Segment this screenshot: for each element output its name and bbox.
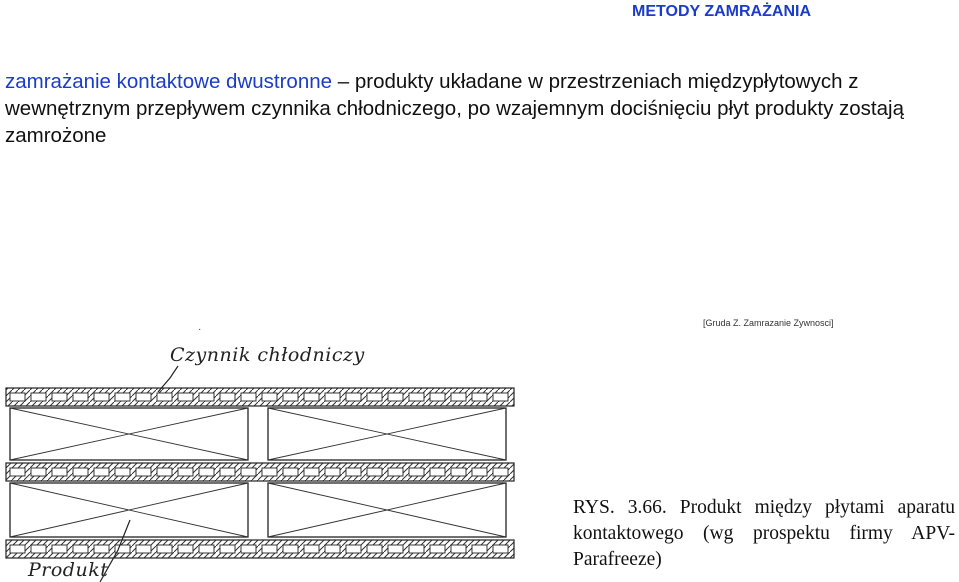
refrigerant-channel bbox=[472, 468, 487, 476]
refrigerant-channel bbox=[178, 468, 193, 476]
refrigerant-channel bbox=[325, 393, 340, 401]
refrigerant-channel bbox=[472, 545, 487, 553]
product-box bbox=[10, 408, 248, 460]
refrigerant-channel bbox=[94, 468, 109, 476]
refrigerant-channel bbox=[115, 393, 130, 401]
body-lead-term: zamrażanie kontaktowe dwustronne bbox=[5, 70, 333, 93]
refrigerant-channel bbox=[31, 545, 46, 553]
refrigerant-channel bbox=[73, 545, 88, 553]
refrigerant-channel bbox=[94, 545, 109, 553]
refrigerant-channel bbox=[199, 393, 214, 401]
refrigerant-channel bbox=[283, 545, 298, 553]
refrigerant-channel bbox=[430, 468, 445, 476]
product-box bbox=[10, 483, 248, 537]
product-box bbox=[268, 408, 506, 460]
refrigerant-channel bbox=[367, 468, 382, 476]
refrigerant-channel bbox=[493, 545, 508, 553]
refrigerant-channel bbox=[10, 468, 25, 476]
refrigerant-channel bbox=[241, 545, 256, 553]
refrigerant-channel bbox=[388, 545, 403, 553]
refrigerant-channel bbox=[220, 468, 235, 476]
cooling-plate bbox=[6, 463, 514, 481]
product-box bbox=[268, 483, 506, 537]
refrigerant-channel bbox=[493, 393, 508, 401]
refrigerant-channel bbox=[304, 468, 319, 476]
refrigerant-channel bbox=[409, 468, 424, 476]
refrigerant-label: Czynnik chłodniczy bbox=[170, 344, 365, 366]
refrigerant-channel bbox=[31, 468, 46, 476]
refrigerant-channel bbox=[346, 468, 361, 476]
refrigerant-channel bbox=[430, 393, 445, 401]
refrigerant-channel bbox=[157, 393, 172, 401]
refrigerant-channel bbox=[10, 393, 25, 401]
product-label: Produkt bbox=[28, 559, 109, 581]
refrigerant-channel bbox=[262, 468, 277, 476]
refrigerant-channel bbox=[388, 393, 403, 401]
refrigerant-channel bbox=[283, 468, 298, 476]
refrigerant-channel bbox=[136, 545, 151, 553]
cooling-plate bbox=[6, 388, 514, 406]
refrigerant-channel bbox=[367, 393, 382, 401]
refrigerant-channel bbox=[31, 393, 46, 401]
refrigerant-channel bbox=[157, 468, 172, 476]
refrigerant-channel bbox=[136, 393, 151, 401]
refrigerant-channel bbox=[472, 393, 487, 401]
refrigerant-channel bbox=[346, 545, 361, 553]
contact-plates-drawing bbox=[0, 300, 530, 582]
refrigerant-channel bbox=[199, 468, 214, 476]
refrigerant-channel bbox=[451, 468, 466, 476]
cooling-plate bbox=[6, 540, 514, 558]
body-description: – produkty układane w przestrzeniach międzypłytowych z wewnętrznym przepływem czynnika chłodniczego, po wzajemnym dociśnięciu płyt produkty zostają zamrożone bbox=[5, 70, 904, 147]
refrigerant-channel bbox=[262, 545, 277, 553]
refrigerant-channel bbox=[493, 468, 508, 476]
refrigerant-channel bbox=[430, 545, 445, 553]
refrigerant-channel bbox=[409, 545, 424, 553]
body-paragraph bbox=[5, 68, 945, 149]
refrigerant-channel bbox=[115, 468, 130, 476]
refrigerant-channel bbox=[73, 393, 88, 401]
refrigerant-channel bbox=[388, 468, 403, 476]
refrigerant-channel bbox=[94, 393, 109, 401]
refrigerant-channel bbox=[241, 468, 256, 476]
refrigerant-channel bbox=[220, 393, 235, 401]
figure-citation: [Gruda Z. Zamrazanie Zywnosci] bbox=[703, 318, 834, 328]
refrigerant-channel bbox=[157, 545, 172, 553]
refrigerant-channel bbox=[10, 545, 25, 553]
refrigerant-channel bbox=[52, 468, 67, 476]
refrigerant-channel bbox=[451, 545, 466, 553]
refrigerant-channel bbox=[451, 393, 466, 401]
refrigerant-channel bbox=[367, 545, 382, 553]
refrigerant-channel bbox=[178, 393, 193, 401]
refrigerant-channel bbox=[304, 393, 319, 401]
refrigerant-channel bbox=[325, 545, 340, 553]
refrigerant-channel bbox=[409, 393, 424, 401]
refrigerant-channel bbox=[262, 393, 277, 401]
refrigerant-channel bbox=[199, 545, 214, 553]
refrigerant-channel bbox=[346, 393, 361, 401]
refrigerant-channel bbox=[52, 545, 67, 553]
page-header-title: METODY ZAMRAŻANIA bbox=[632, 3, 811, 20]
refrigerant-channel bbox=[304, 545, 319, 553]
refrigerant-channel bbox=[220, 545, 235, 553]
refrigerant-channel bbox=[325, 468, 340, 476]
refrigerant-channel bbox=[52, 393, 67, 401]
refrigerant-channel bbox=[241, 393, 256, 401]
refrigerant-channel bbox=[283, 393, 298, 401]
refrigerant-channel bbox=[136, 468, 151, 476]
top-dot-mark: · bbox=[198, 324, 202, 335]
figure-caption: RYS. 3.66. Produkt między płytami aparatu kontaktowego (wg prospektu firmy APV-Parafreeze) bbox=[573, 497, 955, 570]
refrigerant-channel bbox=[73, 468, 88, 476]
refrigerant-channel bbox=[178, 545, 193, 553]
